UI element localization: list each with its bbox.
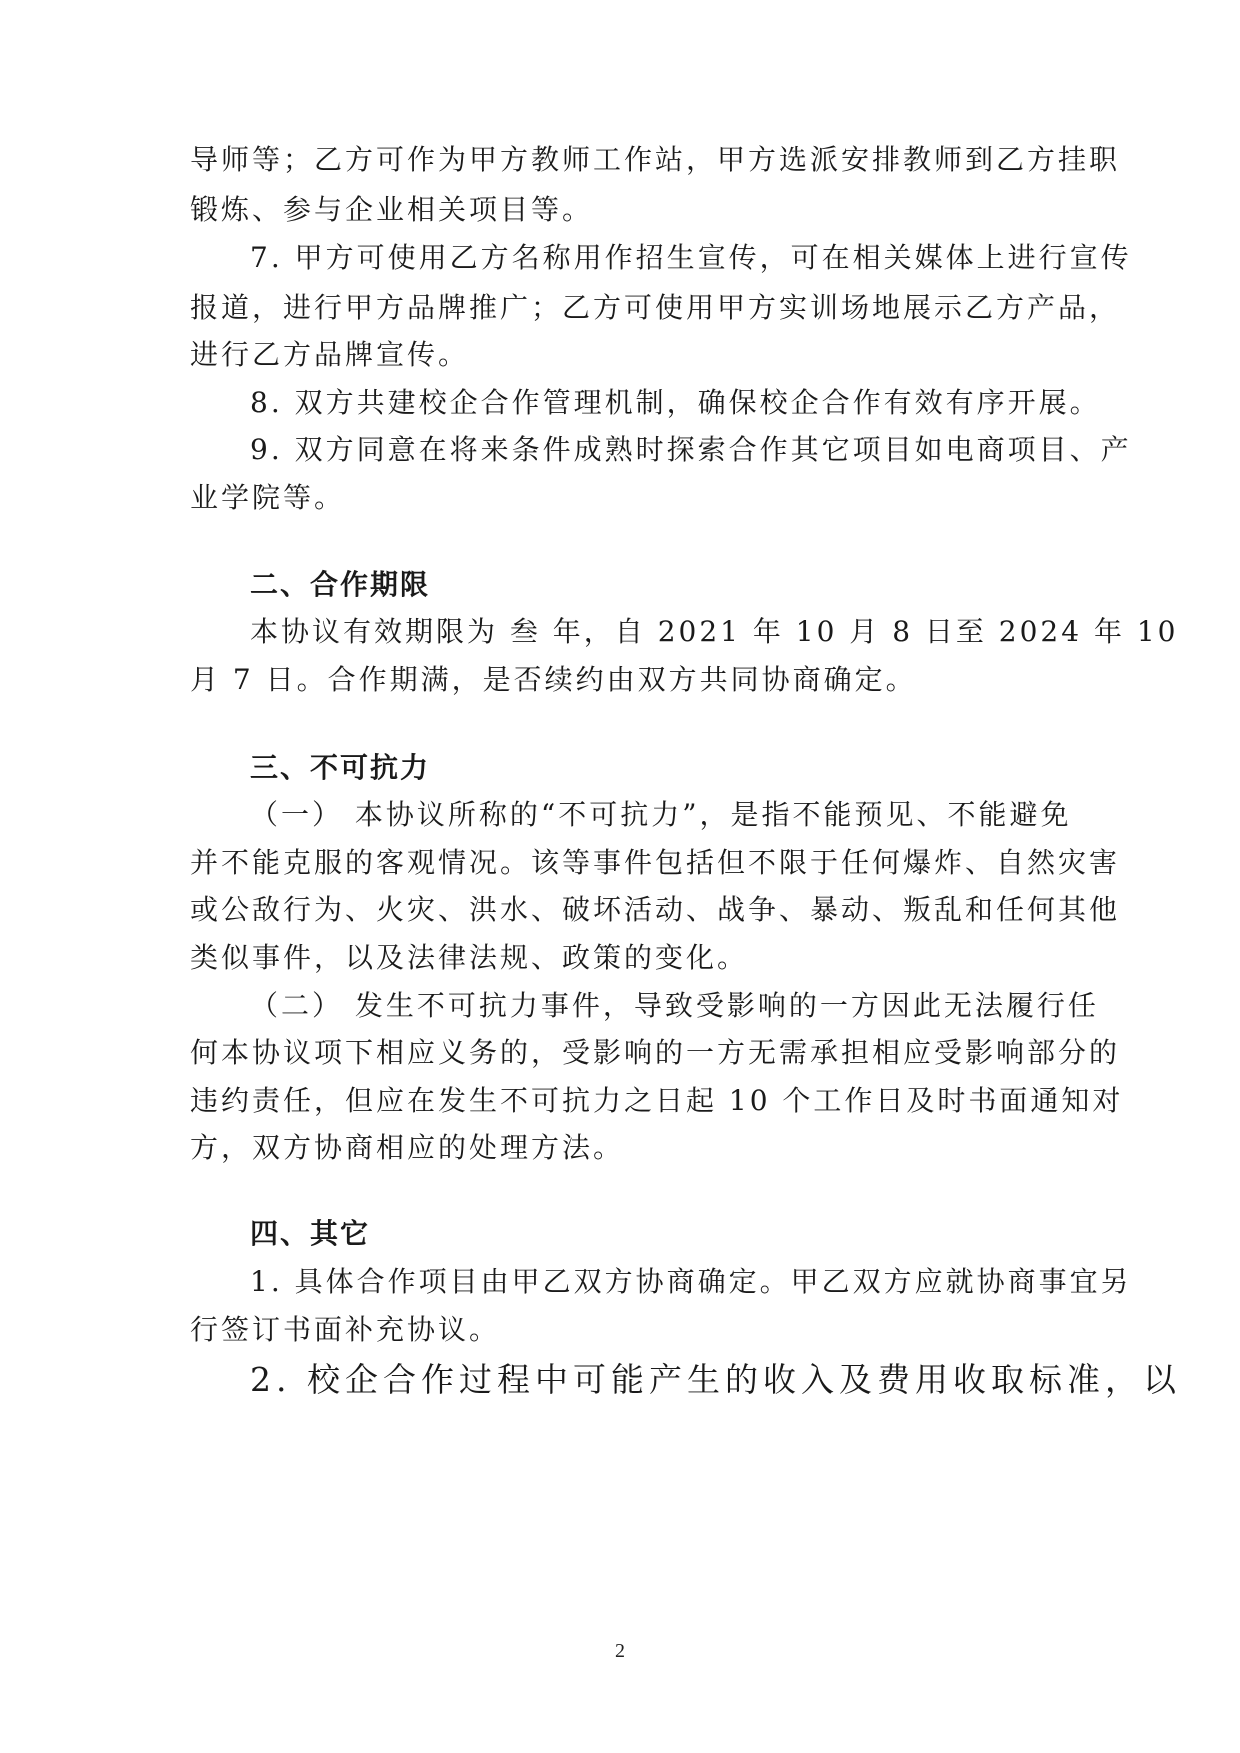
- paragraph-line: 类似事件，以及法律法规、政策的变化。: [190, 941, 749, 974]
- paragraph-line: 或公敌行为、火灾、洪水、破坏活动、战争、暴动、叛乱和任何其他: [190, 893, 1121, 926]
- others-clause-1: 1. 具体合作项目由甲乙双方协商确定。甲乙双方应就协商事宜另: [250, 1265, 1132, 1298]
- paragraph-line: 方，双方协商相应的处理方法。: [190, 1131, 625, 1164]
- paragraph-line: 月 7 日。合作期满，是否续约由双方共同协商确定。: [190, 663, 917, 696]
- paragraph-line: 报道，进行甲方品牌推广；乙方可使用甲方实训场地展示乙方产品，: [190, 291, 1121, 324]
- clause-8: 8. 双方共建校企合作管理机制，确保校企合作有效有序开展。: [250, 386, 1101, 419]
- section-heading-force-majeure: 三、不可抗力: [250, 751, 431, 784]
- section-heading-others: 四、其它: [250, 1217, 371, 1250]
- others-clause-2: 2. 校企合作过程中可能产生的收入及费用收取标准，以: [250, 1360, 1181, 1399]
- section-heading-term: 二、合作期限: [250, 568, 431, 601]
- paragraph-line: 行签订书面补充协议。: [190, 1313, 501, 1346]
- force-majeure-clause-1: （一） 本协议所称的“不可抗力”，是指不能预见、不能避免: [250, 798, 1072, 831]
- force-majeure-clause-2: （二） 发生不可抗力事件，导致受影响的一方因此无法履行任: [250, 989, 1099, 1022]
- paragraph-line: 进行乙方品牌宣传。: [190, 338, 470, 371]
- paragraph-line: 锻炼、参与企业相关项目等。: [190, 193, 594, 226]
- clause-9: 9. 双方同意在将来条件成熟时探索合作其它项目如电商项目、产: [250, 433, 1132, 466]
- paragraph-line: 违约责任，但应在发生不可抗力之日起 10 个工作日及时书面通知对: [190, 1084, 1124, 1117]
- paragraph-line: 何本协议项下相应义务的，受影响的一方无需承担相应受影响部分的: [190, 1036, 1121, 1069]
- term-text: 本协议有效期限为 叁 年，自 2021 年 10 月 8 日至 2024 年 10: [250, 615, 1179, 648]
- page-number: 2: [615, 1640, 625, 1662]
- paragraph-line: 业学院等。: [190, 481, 346, 514]
- clause-7: 7. 甲方可使用乙方名称用作招生宣传，可在相关媒体上进行宣传: [250, 241, 1132, 274]
- paragraph-line: 并不能克服的客观情况。该等事件包括但不限于任何爆炸、自然灾害: [190, 846, 1121, 879]
- paragraph-line: 导师等；乙方可作为甲方教师工作站，甲方选派安排教师到乙方挂职: [190, 143, 1121, 176]
